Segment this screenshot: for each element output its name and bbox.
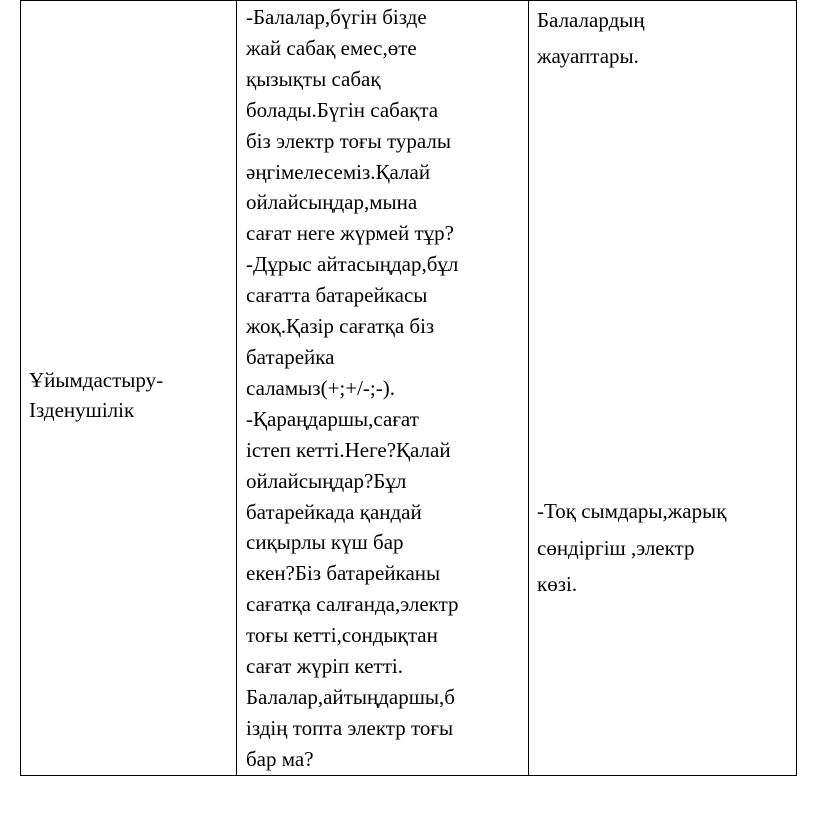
teacher-activity-cell xyxy=(237,1,529,776)
children-response-text: -Тоқ сымдары,жарық сөндіргіш ,электр көзі. xyxy=(537,499,727,596)
children-response-block xyxy=(537,493,792,603)
stage-cell xyxy=(21,1,237,776)
lesson-plan-table xyxy=(20,0,797,776)
teacher-activity-text xyxy=(237,1,528,775)
children-answers-text: Балалардың жауаптары. xyxy=(537,8,645,68)
children-answers-label xyxy=(537,2,790,74)
teacher-paragraph-2: -Дұрыс айтасыңдар,бұл сағатта батарейкасы жоқ.Қазір сағатқа біз батарейка саламыз(+;+/-;-). xyxy=(246,252,459,400)
stage-label: Ұйымдастыру- Ізденушілік xyxy=(29,367,164,422)
table-row xyxy=(21,1,797,776)
teacher-paragraph-3: -Қараңдаршы,сағат істеп кетті.Неге?Қалай ойлайсыңдар?Бұл батарейкада қандай сиқырлы күш бар екен?Біз батарейканы сағатқа салғанда,электр тоғы кетті,сондықтан сағат жүріп кетті. Балалар,айтыңдаршы,б іздің топта электр тоғы бар ма? xyxy=(246,406,459,771)
teacher-paragraph-1: -Балалар,бүгін бізде жай сабақ емес,өте қызықты сабақ болады.Бүгін сабақта біз электр тоғы туралы әңгімелесеміз.Қалай ойлайсыңдар,мына сағат неге жүрмей тұр? xyxy=(246,5,454,246)
children-activity-cell xyxy=(529,1,797,776)
